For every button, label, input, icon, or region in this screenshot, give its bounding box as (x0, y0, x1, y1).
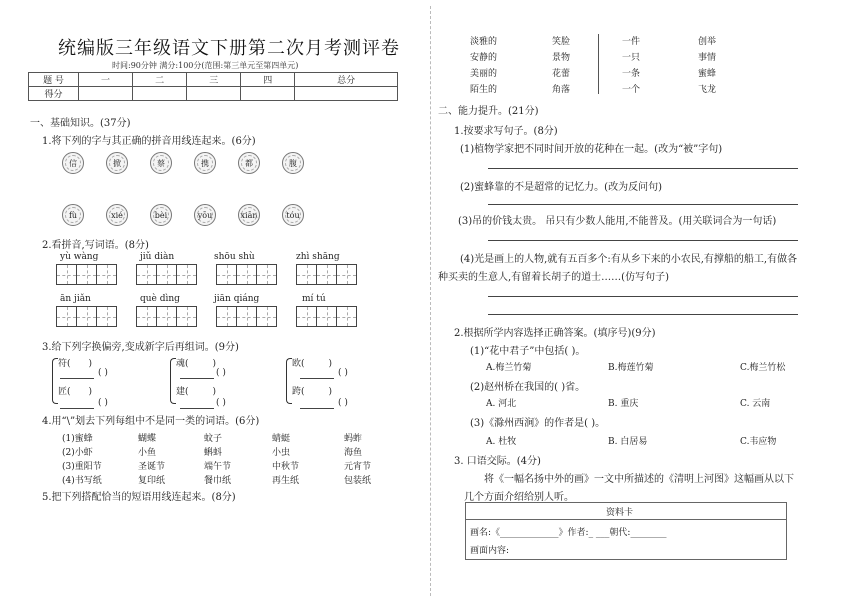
q3-close: ) (88, 387, 93, 397)
char-circle[interactable]: 携 (194, 152, 216, 174)
q3-blank: ( ) (216, 368, 226, 378)
pinyin-label: zhì shāng (296, 252, 340, 262)
choice-option[interactable]: B. 白居易 (608, 437, 648, 447)
match-word[interactable]: 安静的 (470, 53, 498, 63)
page-title: 统编版三年级语文下册第二次月考测评卷 (58, 38, 400, 59)
s2-q1-prompt: 1.按要求写句子。(8分) (454, 126, 558, 137)
q4-word[interactable]: 再生纸 (272, 476, 300, 486)
pinyin-circle[interactable]: xiān (238, 204, 260, 226)
writing-grid[interactable] (296, 306, 356, 327)
info-card (465, 502, 787, 560)
q3-brace (286, 358, 292, 404)
q4-word[interactable]: 蝌蚪 (204, 448, 223, 458)
score-cell[interactable] (187, 87, 241, 101)
s2-q2-a: (1)“花中君子”中包括( )。 (470, 346, 586, 357)
char-circle[interactable]: 信 (62, 152, 84, 174)
score-table (28, 72, 398, 101)
match-word[interactable]: 一只 (622, 53, 641, 63)
q3-blank: ( ) (338, 398, 348, 408)
score-cell[interactable] (133, 87, 187, 101)
answer-line[interactable] (60, 408, 94, 409)
choice-option[interactable]: B.梅莲竹菊 (608, 363, 654, 373)
card-line2[interactable]: 画面内容: (470, 546, 510, 556)
q3-char: 魂( (176, 359, 189, 369)
q3-close: ) (88, 359, 93, 369)
match-word[interactable]: 飞龙 (698, 85, 717, 95)
q3-group (292, 384, 332, 397)
answer-line[interactable] (488, 314, 798, 315)
q4-word[interactable]: 复印纸 (138, 476, 166, 486)
match-word[interactable]: 一个 (622, 85, 641, 95)
q3-brace (52, 358, 58, 404)
pinyin-circle[interactable]: xié (106, 204, 128, 226)
answer-line[interactable] (488, 204, 798, 205)
pinyin-circle[interactable]: bèi (150, 204, 172, 226)
writing-grid[interactable] (136, 264, 196, 285)
s2-q1-s4b: 种买卖的生意人,有留着长胡子的道士……(仿写句子) (438, 272, 669, 283)
score-row-label: 得分 (29, 87, 79, 101)
q4-word[interactable]: 蝴蝶 (138, 434, 157, 444)
choice-option[interactable]: C. 云南 (740, 399, 771, 409)
q1-prompt: 1.将下列的字与其正确的拼音用线连起来。(6分) (42, 136, 256, 147)
q4-word[interactable]: 圣诞节 (138, 462, 166, 472)
q3-char: 跨( (292, 387, 305, 397)
q4-word[interactable]: 包装纸 (344, 476, 372, 486)
q3-char: 匠( (58, 387, 71, 397)
choice-option[interactable]: C.韦应物 (740, 437, 777, 447)
score-header-3: 三 (187, 73, 241, 87)
q3-close: ) (328, 387, 333, 397)
q4-word[interactable]: 元宵节 (344, 462, 372, 472)
char-circle[interactable]: 都 (238, 152, 260, 174)
score-header-label: 题 号 (29, 73, 79, 87)
q4-prompt: 4.用“\”划去下列每组中不是同一类的词语。(6分) (42, 416, 260, 427)
s2-q1-s2: (2)蜜蜂靠的不是超常的记忆力。(改为反问句) (460, 182, 662, 193)
q3-brace (170, 358, 176, 404)
match-word[interactable]: 角落 (552, 85, 571, 95)
q4-word[interactable]: 蚂蚱 (344, 434, 363, 444)
score-header-1: 一 (79, 73, 133, 87)
q3-blank: ( ) (98, 368, 108, 378)
q4-word[interactable]: (2)小虾 (62, 448, 93, 458)
char-circle[interactable]: 蔡 (150, 152, 172, 174)
match-word[interactable]: 一条 (622, 69, 641, 79)
choice-option[interactable]: C.梅兰竹松 (740, 363, 786, 373)
answer-line[interactable] (180, 378, 214, 379)
match-word[interactable]: 一件 (622, 37, 641, 47)
match-word[interactable]: 笑脸 (552, 37, 571, 47)
answer-line[interactable] (300, 408, 334, 409)
s2-q1-s4a: (4)光是画上的人物,就有五百多个:有从乡下来的小农民,有撑船的船工,有做各 (460, 254, 798, 265)
score-header-4: 四 (241, 73, 295, 87)
q3-blank: ( ) (98, 398, 108, 408)
q3-group (58, 356, 92, 369)
s2-q2-b: (2)赵州桥在我国的( )省。 (470, 382, 586, 393)
pinyin-label: jiǔ diàn (140, 252, 175, 262)
q4-word[interactable]: 中秋节 (272, 462, 300, 472)
q3-group (292, 356, 332, 369)
q4-word[interactable]: 海鱼 (344, 448, 363, 458)
match-word[interactable]: 创举 (698, 37, 717, 47)
score-cell[interactable] (79, 87, 133, 101)
writing-grid[interactable] (56, 264, 116, 285)
s2-q2-prompt: 2.根据所学内容选择正确答案。(填序号)(9分) (454, 328, 656, 339)
score-header-2: 二 (133, 73, 187, 87)
match-word[interactable]: 事情 (698, 53, 717, 63)
q4-word[interactable]: 蚊子 (204, 434, 223, 444)
pinyin-circle[interactable]: yōu (194, 204, 216, 226)
match-word[interactable]: 花蕾 (552, 69, 571, 79)
card-line1[interactable]: 画名:《_____________》作者:_ ___朝代:________ (470, 528, 667, 538)
q3-close: ) (212, 359, 217, 369)
match-word[interactable]: 淡雅的 (470, 37, 498, 47)
q3-char: 建( (176, 387, 189, 397)
match-separator (598, 34, 599, 94)
pinyin-label: shōu shù (214, 252, 255, 262)
score-header-total: 总分 (295, 73, 398, 87)
q3-group (176, 384, 216, 397)
q5-prompt: 5.把下列搭配恰当的短语用线连起来。(8分) (42, 492, 236, 503)
q3-group (58, 384, 92, 397)
pinyin-circle[interactable]: tóu (282, 204, 304, 226)
answer-line[interactable] (488, 168, 798, 169)
q3-blank: ( ) (216, 398, 226, 408)
char-circle[interactable]: 掀 (106, 152, 128, 174)
answer-line[interactable] (488, 296, 798, 297)
q2-prompt: 2.看拼音,写词语。(8分) (42, 240, 149, 251)
writing-grid[interactable] (56, 306, 116, 327)
q3-char: 符( (58, 359, 71, 369)
q4-word[interactable]: (1)蜜蜂 (62, 434, 93, 444)
q3-blank: ( ) (338, 368, 348, 378)
s2-q2-c: (3)《滁州西涧》的作者是( )。 (470, 418, 606, 429)
choice-option[interactable]: B. 重庆 (608, 399, 639, 409)
writing-grid[interactable] (136, 306, 196, 327)
match-word[interactable]: 景物 (552, 53, 571, 63)
s2-q3-text-a: 将《一幅名扬中外的画》一文中所描述的《清明上河图》这幅画从以下 (484, 474, 794, 485)
choice-option[interactable]: A. 河北 (486, 399, 517, 409)
s2-q1-s3: (3)吊的价钱太贵。 吊只有少数人能用,不能普及。(用关联词合为一句话) (458, 216, 777, 227)
section1-heading: 一、基础知识。(37分) (30, 118, 131, 129)
column-divider (430, 6, 431, 596)
q3-close: ) (328, 359, 333, 369)
q3-char: 欧( (292, 359, 305, 369)
score-cell[interactable] (295, 87, 398, 101)
q4-word[interactable]: 端午节 (204, 462, 232, 472)
q4-word[interactable]: 餐巾纸 (204, 476, 232, 486)
writing-grid[interactable] (296, 264, 356, 285)
q3-prompt: 3.给下列字换偏旁,变成新字后再组词。(9分) (42, 342, 239, 353)
q4-word[interactable]: 小鱼 (138, 448, 157, 458)
card-title: 资料卡 (606, 508, 634, 518)
writing-grid[interactable] (216, 264, 276, 285)
s2-q3-text-b: 几个方面介绍给别人听。 (464, 492, 574, 503)
writing-grid[interactable] (216, 306, 276, 327)
answer-line[interactable] (300, 378, 334, 379)
match-word[interactable]: 陌生的 (470, 85, 498, 95)
section2-heading: 二、能力提升。(21分) (438, 106, 539, 117)
answer-line[interactable] (488, 240, 798, 241)
q4-word[interactable]: 小虫 (272, 448, 291, 458)
char-circle[interactable]: 腹 (282, 152, 304, 174)
match-word[interactable]: 美丽的 (470, 69, 498, 79)
q4-word[interactable]: (3)重阳节 (62, 462, 102, 472)
q3-group (176, 356, 216, 369)
pinyin-circle[interactable]: fù (62, 204, 84, 226)
q4-word[interactable]: 蜻蜓 (272, 434, 291, 444)
pinyin-label: jiān qiáng (214, 294, 260, 304)
card-divider (466, 519, 786, 520)
q4-word[interactable]: (4)书写纸 (62, 476, 102, 486)
pinyin-label: yù wàng (60, 252, 99, 262)
s2-q1-s1: (1)植物学家把不同时间开放的花种在一起。(改为“被”字句) (460, 144, 723, 155)
choice-option[interactable]: A.梅兰竹菊 (486, 363, 532, 373)
answer-line[interactable] (60, 378, 94, 379)
score-cell[interactable] (241, 87, 295, 101)
s2-q3-prompt: 3. 口语交际。(4分) (454, 456, 541, 467)
exam-meta: 时间:90分钟 满分:100分(范围:第三单元至第四单元) (112, 61, 299, 70)
pinyin-label: què dìng (140, 294, 180, 304)
choice-option[interactable]: A. 杜牧 (486, 437, 517, 447)
match-word[interactable]: 蜜蜂 (698, 69, 717, 79)
pinyin-label: mí tú (302, 294, 326, 304)
q3-close: ) (212, 387, 217, 397)
pinyin-label: ān jiǎn (60, 294, 91, 304)
answer-line[interactable] (180, 408, 214, 409)
